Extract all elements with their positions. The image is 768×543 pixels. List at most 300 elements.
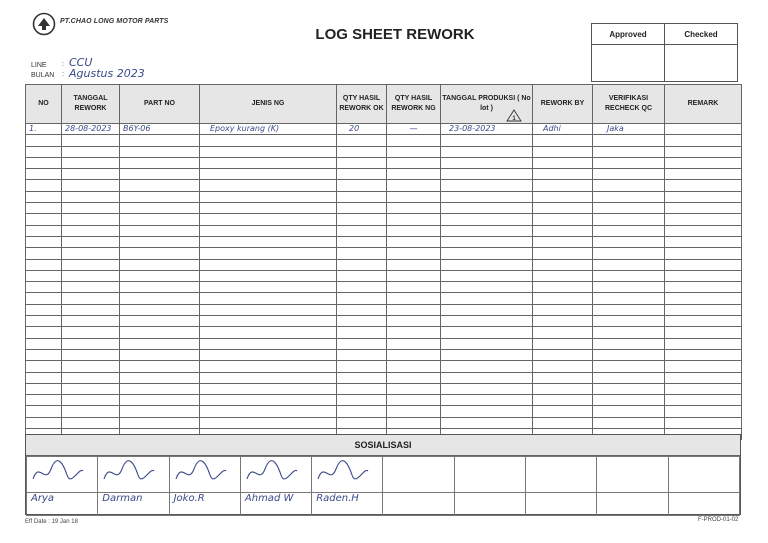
col-tanggal-produksi-label: TANGGAL PRODUKSI ( No lot )	[442, 95, 531, 112]
table-cell[interactable]	[120, 349, 200, 360]
table-row-empty	[26, 169, 742, 180]
table-cell[interactable]	[441, 304, 533, 315]
table-cell[interactable]	[62, 349, 120, 360]
signature-scribble-icon	[98, 457, 158, 487]
table-cell[interactable]	[62, 270, 120, 281]
table-cell[interactable]	[387, 327, 441, 338]
table-cell[interactable]	[26, 395, 62, 406]
table-cell[interactable]	[593, 135, 665, 146]
table-cell[interactable]	[26, 146, 62, 157]
table-cell[interactable]	[533, 157, 593, 168]
table-cell[interactable]	[441, 146, 533, 157]
table-cell[interactable]	[200, 180, 337, 191]
approved-signature-cell[interactable]	[592, 45, 665, 82]
row-rework-by[interactable]: Adhi	[533, 124, 593, 135]
table-cell[interactable]	[120, 180, 200, 191]
table-cell[interactable]	[387, 395, 441, 406]
table-cell[interactable]	[593, 169, 665, 180]
table-cell[interactable]	[200, 417, 337, 428]
table-cell[interactable]	[387, 383, 441, 394]
checked-signature-cell[interactable]	[665, 45, 738, 82]
table-cell[interactable]	[387, 316, 441, 327]
table-cell[interactable]	[62, 372, 120, 383]
signature-cell[interactable]	[597, 457, 668, 493]
table-cell[interactable]	[200, 203, 337, 214]
table-cell[interactable]	[26, 236, 62, 247]
table-cell[interactable]	[441, 395, 533, 406]
table-cell[interactable]	[120, 270, 200, 281]
table-cell[interactable]	[533, 338, 593, 349]
table-cell[interactable]	[62, 338, 120, 349]
table-cell[interactable]	[441, 191, 533, 202]
table-cell[interactable]	[665, 248, 742, 259]
table-cell[interactable]	[337, 406, 387, 417]
table-cell[interactable]	[26, 180, 62, 191]
table-cell[interactable]	[665, 372, 742, 383]
signature-scribble-icon	[27, 457, 87, 487]
table-row-empty	[26, 135, 742, 146]
table-cell[interactable]	[337, 372, 387, 383]
table-row-empty	[26, 361, 742, 372]
signature-cell[interactable]	[169, 457, 240, 493]
table-cell[interactable]	[26, 214, 62, 225]
company-logo-icon	[32, 12, 56, 36]
table-cell[interactable]	[337, 361, 387, 372]
table-row-empty	[26, 349, 742, 360]
table-cell[interactable]	[533, 203, 593, 214]
table-cell[interactable]	[26, 293, 62, 304]
table-cell[interactable]	[120, 327, 200, 338]
table-cell[interactable]	[62, 180, 120, 191]
table-cell[interactable]	[62, 169, 120, 180]
table-cell[interactable]	[593, 180, 665, 191]
table-cell[interactable]	[200, 338, 337, 349]
bulan-value[interactable]: Agustus 2023	[69, 67, 145, 80]
table-cell[interactable]	[120, 395, 200, 406]
line-value[interactable]: CCU	[69, 56, 93, 69]
table-cell[interactable]	[62, 225, 120, 236]
table-cell[interactable]	[62, 282, 120, 293]
table-cell[interactable]	[387, 214, 441, 225]
table-cell[interactable]	[533, 270, 593, 281]
page-title: LOG SHEET REWORK	[315, 26, 475, 43]
table-cell[interactable]	[120, 316, 200, 327]
table-cell[interactable]	[120, 191, 200, 202]
table-cell[interactable]	[533, 327, 593, 338]
table-cell[interactable]	[200, 372, 337, 383]
table-cell[interactable]	[593, 316, 665, 327]
table-cell[interactable]	[337, 417, 387, 428]
table-cell[interactable]	[120, 157, 200, 168]
table-cell[interactable]	[62, 293, 120, 304]
table-cell[interactable]	[593, 270, 665, 281]
table-cell[interactable]	[120, 169, 200, 180]
table-cell[interactable]	[387, 361, 441, 372]
table-cell[interactable]	[533, 236, 593, 247]
table-cell[interactable]	[337, 338, 387, 349]
table-cell[interactable]	[387, 372, 441, 383]
table-cell[interactable]	[337, 259, 387, 270]
sosialisasi-title: SOSIALISASI	[26, 435, 740, 456]
signature-cell[interactable]	[240, 457, 311, 493]
table-cell[interactable]	[533, 169, 593, 180]
table-cell[interactable]	[120, 214, 200, 225]
table-cell[interactable]	[593, 361, 665, 372]
table-cell[interactable]	[441, 327, 533, 338]
table-cell[interactable]	[120, 361, 200, 372]
table-cell[interactable]	[593, 191, 665, 202]
table-cell[interactable]	[337, 180, 387, 191]
table-cell[interactable]	[441, 406, 533, 417]
table-cell[interactable]	[665, 383, 742, 394]
table-cell[interactable]	[533, 417, 593, 428]
table-cell[interactable]	[62, 304, 120, 315]
row-tanggal-produksi[interactable]: 23-08-2023	[441, 124, 533, 135]
table-cell[interactable]	[26, 135, 62, 146]
table-cell[interactable]	[593, 282, 665, 293]
table-cell[interactable]	[337, 395, 387, 406]
table-cell[interactable]	[441, 135, 533, 146]
table-cell[interactable]	[337, 225, 387, 236]
table-cell[interactable]	[337, 169, 387, 180]
table-cell[interactable]	[120, 406, 200, 417]
table-cell[interactable]	[441, 282, 533, 293]
table-cell[interactable]	[441, 293, 533, 304]
table-cell[interactable]	[200, 361, 337, 372]
signature-cell[interactable]	[98, 457, 169, 493]
eff-date: Eff Date : 19 Jan 18	[25, 519, 78, 525]
table-cell[interactable]	[337, 304, 387, 315]
table-row-empty	[26, 248, 742, 259]
table-cell[interactable]	[62, 361, 120, 372]
table-cell[interactable]	[593, 146, 665, 157]
table-cell[interactable]	[26, 349, 62, 360]
table-cell[interactable]	[533, 135, 593, 146]
table-cell[interactable]	[533, 383, 593, 394]
table-cell[interactable]	[337, 236, 387, 247]
table-cell[interactable]	[441, 203, 533, 214]
table-cell[interactable]	[665, 349, 742, 360]
table-cell[interactable]	[62, 135, 120, 146]
table-cell[interactable]	[665, 304, 742, 315]
table-cell[interactable]	[441, 349, 533, 360]
table-cell[interactable]	[337, 270, 387, 281]
table-cell[interactable]	[62, 248, 120, 259]
table-cell[interactable]	[26, 383, 62, 394]
table-cell[interactable]	[593, 157, 665, 168]
table-cell[interactable]	[665, 157, 742, 168]
table-cell[interactable]	[387, 259, 441, 270]
table-cell[interactable]	[387, 146, 441, 157]
table-cell[interactable]	[593, 383, 665, 394]
table-cell[interactable]	[665, 259, 742, 270]
table-cell[interactable]	[533, 259, 593, 270]
table-cell[interactable]	[26, 157, 62, 168]
table-cell[interactable]	[200, 259, 337, 270]
table-cell[interactable]	[62, 327, 120, 338]
table-cell[interactable]	[533, 146, 593, 157]
table-cell[interactable]	[593, 304, 665, 315]
table-cell[interactable]	[337, 327, 387, 338]
table-cell[interactable]	[593, 225, 665, 236]
table-cell[interactable]	[200, 327, 337, 338]
table-cell[interactable]	[441, 259, 533, 270]
col-remark: REMARK	[665, 85, 742, 124]
table-cell[interactable]	[593, 327, 665, 338]
table-cell[interactable]	[387, 248, 441, 259]
table-cell[interactable]	[665, 293, 742, 304]
table-cell[interactable]	[337, 191, 387, 202]
table-cell[interactable]	[441, 214, 533, 225]
table-cell[interactable]	[200, 248, 337, 259]
signature-cell[interactable]	[526, 457, 597, 493]
table-cell[interactable]	[533, 361, 593, 372]
table-cell[interactable]	[62, 236, 120, 247]
table-cell[interactable]	[26, 304, 62, 315]
table-cell[interactable]	[441, 169, 533, 180]
table-cell[interactable]	[533, 282, 593, 293]
row-verifikasi-qc[interactable]: Jaka	[593, 124, 665, 135]
table-cell[interactable]	[337, 135, 387, 146]
table-cell[interactable]	[337, 203, 387, 214]
table-cell[interactable]	[533, 406, 593, 417]
table-cell[interactable]	[665, 214, 742, 225]
table-cell[interactable]	[120, 383, 200, 394]
table-cell[interactable]	[26, 282, 62, 293]
table-cell[interactable]	[200, 135, 337, 146]
table-cell[interactable]	[200, 214, 337, 225]
table-cell[interactable]	[533, 316, 593, 327]
table-cell[interactable]	[387, 293, 441, 304]
table-cell[interactable]	[120, 225, 200, 236]
table-cell[interactable]	[62, 406, 120, 417]
table-cell[interactable]	[533, 372, 593, 383]
table-cell[interactable]	[26, 191, 62, 202]
table-cell[interactable]	[387, 338, 441, 349]
signature-cell[interactable]	[27, 457, 98, 493]
table-cell[interactable]	[337, 146, 387, 157]
table-cell[interactable]	[533, 248, 593, 259]
row-qty-ng[interactable]: —	[387, 124, 441, 135]
table-cell[interactable]	[200, 395, 337, 406]
table-cell[interactable]	[387, 304, 441, 315]
table-cell[interactable]	[665, 282, 742, 293]
table-cell[interactable]	[26, 327, 62, 338]
table-cell[interactable]	[665, 361, 742, 372]
table-cell[interactable]	[62, 395, 120, 406]
table-cell[interactable]	[665, 338, 742, 349]
table-cell[interactable]	[62, 157, 120, 168]
table-cell[interactable]	[200, 349, 337, 360]
table-cell[interactable]	[337, 316, 387, 327]
table-cell[interactable]	[26, 316, 62, 327]
table-cell[interactable]	[62, 259, 120, 270]
table-cell[interactable]	[665, 203, 742, 214]
table-cell[interactable]	[120, 146, 200, 157]
table-cell[interactable]	[533, 395, 593, 406]
table-cell[interactable]	[200, 383, 337, 394]
table-cell[interactable]	[120, 417, 200, 428]
table-cell[interactable]	[533, 225, 593, 236]
table-cell[interactable]	[337, 248, 387, 259]
table-cell[interactable]	[593, 236, 665, 247]
table-cell[interactable]	[441, 316, 533, 327]
table-cell[interactable]	[593, 259, 665, 270]
table-cell[interactable]	[665, 169, 742, 180]
table-cell[interactable]	[120, 338, 200, 349]
table-cell[interactable]	[441, 372, 533, 383]
col-verifikasi-qc: VERIFIKASI RECHECK QC	[593, 85, 665, 124]
table-cell[interactable]	[665, 236, 742, 247]
table-cell[interactable]	[200, 191, 337, 202]
table-cell[interactable]	[533, 293, 593, 304]
table-cell[interactable]	[200, 236, 337, 247]
table-cell[interactable]	[120, 203, 200, 214]
table-cell[interactable]	[387, 349, 441, 360]
table-cell[interactable]	[337, 214, 387, 225]
table-cell[interactable]	[387, 225, 441, 236]
table-cell[interactable]	[200, 316, 337, 327]
table-cell[interactable]	[441, 338, 533, 349]
table-cell[interactable]	[200, 282, 337, 293]
table-cell[interactable]	[62, 417, 120, 428]
table-cell[interactable]	[26, 270, 62, 281]
table-cell[interactable]	[665, 225, 742, 236]
table-cell[interactable]	[200, 225, 337, 236]
table-cell[interactable]	[26, 225, 62, 236]
table-cell[interactable]	[387, 135, 441, 146]
signature-cell[interactable]	[454, 457, 525, 493]
table-cell[interactable]	[337, 383, 387, 394]
table-cell[interactable]	[200, 304, 337, 315]
table-cell[interactable]	[665, 395, 742, 406]
table-cell[interactable]	[387, 180, 441, 191]
table-cell[interactable]	[387, 157, 441, 168]
table-cell[interactable]	[441, 225, 533, 236]
table-cell[interactable]	[665, 316, 742, 327]
signature-name	[383, 493, 454, 516]
table-cell[interactable]	[120, 372, 200, 383]
table-cell[interactable]	[337, 293, 387, 304]
table-cell[interactable]	[200, 270, 337, 281]
table-cell[interactable]	[26, 338, 62, 349]
table-cell[interactable]	[665, 180, 742, 191]
table-cell[interactable]	[62, 316, 120, 327]
table-cell[interactable]	[593, 293, 665, 304]
table-cell[interactable]	[120, 282, 200, 293]
row-tanggal-rework[interactable]: 28-08-2023	[62, 124, 120, 135]
table-cell[interactable]	[593, 214, 665, 225]
table-cell[interactable]	[593, 395, 665, 406]
table-cell[interactable]	[26, 372, 62, 383]
table-cell[interactable]	[120, 304, 200, 315]
table-cell[interactable]	[665, 270, 742, 281]
table-cell[interactable]	[441, 361, 533, 372]
table-cell[interactable]	[387, 236, 441, 247]
table-cell[interactable]	[665, 135, 742, 146]
table-cell[interactable]	[593, 338, 665, 349]
table-cell[interactable]	[120, 236, 200, 247]
table-cell[interactable]	[120, 259, 200, 270]
table-cell[interactable]	[387, 270, 441, 281]
table-cell[interactable]	[62, 203, 120, 214]
table-cell[interactable]	[200, 406, 337, 417]
table-cell[interactable]	[62, 214, 120, 225]
table-cell[interactable]	[665, 327, 742, 338]
table-cell[interactable]	[337, 349, 387, 360]
table-cell[interactable]	[387, 417, 441, 428]
row-remark[interactable]	[665, 124, 742, 135]
row-no[interactable]: 1.	[26, 124, 62, 135]
signature-cell[interactable]	[668, 457, 739, 493]
table-cell[interactable]	[665, 191, 742, 202]
table-cell[interactable]	[387, 203, 441, 214]
table-cell[interactable]	[665, 146, 742, 157]
table-cell[interactable]	[120, 248, 200, 259]
row-jenis-ng[interactable]: Epoxy kurang (K)	[200, 124, 337, 135]
table-cell[interactable]	[200, 169, 337, 180]
table-cell[interactable]	[533, 214, 593, 225]
table-cell[interactable]	[665, 417, 742, 428]
table-cell[interactable]	[337, 157, 387, 168]
table-cell[interactable]	[200, 293, 337, 304]
table-cell[interactable]	[441, 270, 533, 281]
table-cell[interactable]	[441, 236, 533, 247]
table-cell[interactable]	[62, 383, 120, 394]
signature-cell[interactable]	[312, 457, 383, 493]
table-cell[interactable]	[26, 406, 62, 417]
table-cell[interactable]	[533, 349, 593, 360]
table-cell[interactable]	[533, 191, 593, 202]
table-cell[interactable]	[26, 361, 62, 372]
table-cell[interactable]	[120, 135, 200, 146]
table-cell[interactable]	[120, 293, 200, 304]
table-cell[interactable]	[441, 417, 533, 428]
table-cell[interactable]	[593, 417, 665, 428]
table-cell[interactable]	[593, 372, 665, 383]
table-cell[interactable]	[337, 282, 387, 293]
table-cell[interactable]	[200, 157, 337, 168]
table-cell[interactable]	[593, 349, 665, 360]
table-cell[interactable]	[387, 191, 441, 202]
table-cell[interactable]	[441, 157, 533, 168]
row-part-no[interactable]: B6Y-06	[120, 124, 200, 135]
table-cell[interactable]	[665, 406, 742, 417]
table-cell[interactable]	[533, 180, 593, 191]
table-cell[interactable]	[441, 248, 533, 259]
table-cell[interactable]	[593, 248, 665, 259]
table-cell[interactable]	[26, 203, 62, 214]
table-cell[interactable]	[387, 282, 441, 293]
table-cell[interactable]	[387, 169, 441, 180]
table-cell[interactable]	[26, 259, 62, 270]
table-cell[interactable]	[200, 146, 337, 157]
table-cell[interactable]	[26, 248, 62, 259]
table-cell[interactable]	[593, 406, 665, 417]
table-cell[interactable]	[26, 417, 62, 428]
table-cell[interactable]	[441, 383, 533, 394]
table-cell[interactable]	[26, 169, 62, 180]
table-cell[interactable]	[387, 406, 441, 417]
signature-cell[interactable]	[383, 457, 454, 493]
table-cell[interactable]	[593, 203, 665, 214]
table-cell[interactable]	[62, 146, 120, 157]
row-qty-ok[interactable]: 20	[337, 124, 387, 135]
table-cell[interactable]	[441, 180, 533, 191]
table-cell[interactable]	[62, 191, 120, 202]
col-tanggal-produksi	[441, 85, 533, 124]
table-cell[interactable]	[533, 304, 593, 315]
